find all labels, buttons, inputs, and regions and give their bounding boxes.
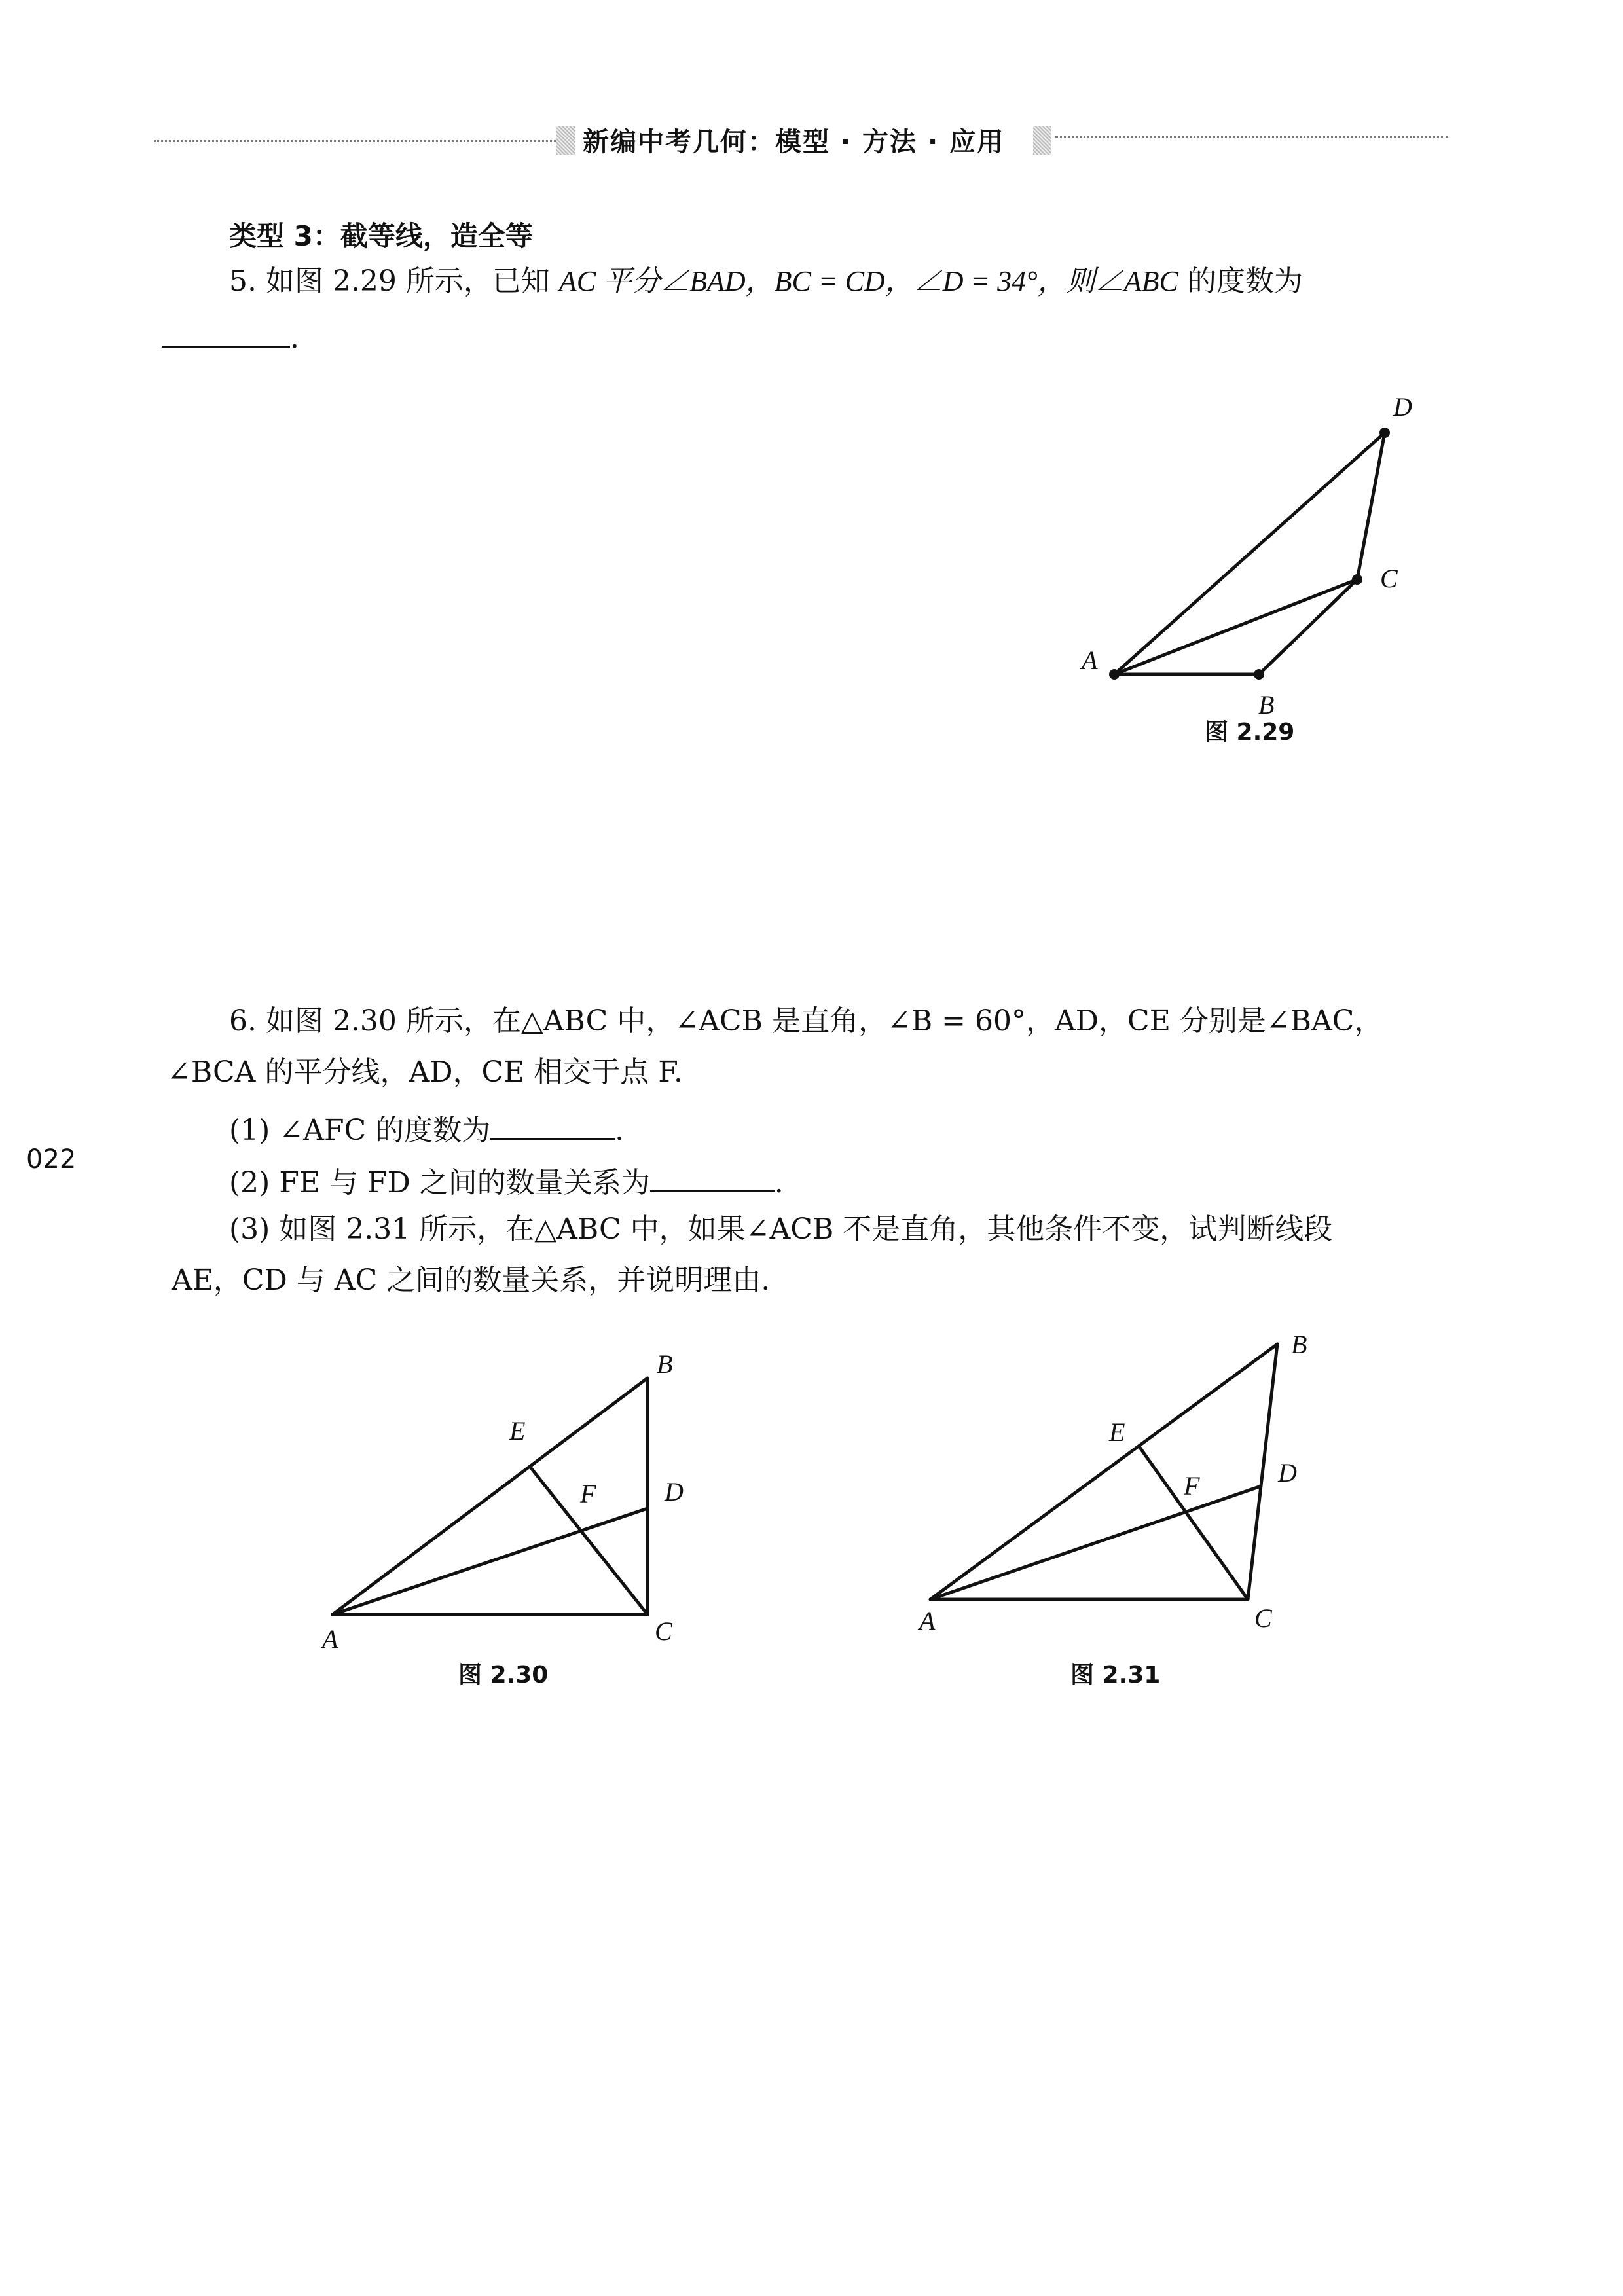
q6-line1: 6. 如图 2.30 所示，在△ABC 中，∠ACB 是直角，∠B = 60°，AD，CE 分别是∠BAC， <box>229 1004 1383 1038</box>
q5-suffix: 的度数为 <box>1178 264 1303 298</box>
label-A-231: A <box>919 1606 936 1635</box>
section-title: 类型 3：截等线，造全等 <box>229 220 533 252</box>
q6-sub1-period: . <box>615 1114 625 1147</box>
label-A-230: A <box>322 1624 338 1654</box>
label-F-230: F <box>580 1479 596 1508</box>
page-number: 022 <box>26 1144 77 1175</box>
q6-sub3-line1: (3) 如图 2.31 所示，在△ABC 中，如果∠ACB 不是直角，其他条件不变，试判断线段 <box>229 1212 1333 1246</box>
label-D-230: D <box>665 1477 684 1506</box>
label-D-231: D <box>1278 1458 1297 1487</box>
figure-caption-2-30: 图 2.30 <box>458 1662 549 1688</box>
q5-math: AC 平分∠BAD，BC = CD，∠D = 34°，则∠ABC <box>558 265 1178 297</box>
label-C-230: C <box>655 1616 672 1646</box>
q5-period: . <box>290 321 299 355</box>
q6-sub1-text: (1) ∠AFC 的度数为 <box>229 1114 491 1147</box>
q5-prefix: 5. 如图 2.29 所示，已知 <box>229 264 559 298</box>
label-C-229: C <box>1380 564 1398 593</box>
segment-BC <box>1248 1344 1277 1599</box>
figure-caption-2-29: 图 2.29 <box>1205 719 1295 746</box>
label-E-231: E <box>1109 1417 1125 1447</box>
label-C-231: C <box>1254 1603 1272 1633</box>
label-A-229: A <box>1082 646 1098 675</box>
q6-line2: ∠BCA 的平分线，AD，CE 相交于点 F. <box>167 1055 683 1089</box>
q6-sub2-period: . <box>774 1166 784 1199</box>
running-header-title: 新编中考几何：模型 · 方法 · 应用 <box>583 127 1005 157</box>
figure-caption-2-31: 图 2.31 <box>1070 1662 1161 1688</box>
label-B-231: B <box>1291 1330 1307 1359</box>
label-D-229: D <box>1393 392 1412 422</box>
label-B-230: B <box>657 1349 673 1379</box>
label-F-231: F <box>1184 1471 1200 1501</box>
q6-sub3-line2: AE，CD 与 AC 之间的数量关系，并说明理由. <box>172 1264 771 1297</box>
label-B-229: B <box>1258 690 1275 720</box>
label-E-230: E <box>509 1416 526 1446</box>
segment-AD <box>930 1486 1261 1599</box>
segment-AB <box>930 1344 1277 1599</box>
q6-sub2-text: (2) FE 与 FD 之间的数量关系为 <box>229 1166 650 1199</box>
